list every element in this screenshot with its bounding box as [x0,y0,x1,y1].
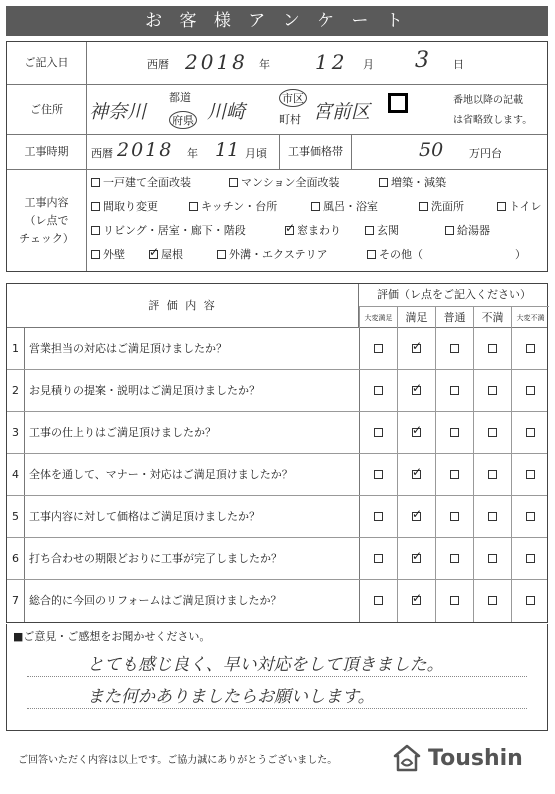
rating-cell [435,454,473,495]
checkbox[interactable] [497,202,506,211]
rating-checkbox[interactable] [526,470,535,479]
ratings-header [7,284,547,328]
checkbox[interactable] [445,226,454,235]
address-todo: 都道 [169,91,191,104]
rating-column-header: 不満 [473,306,511,328]
rating-checkbox[interactable] [374,554,383,563]
work-item-label: 玄関 [377,224,399,237]
checkbox[interactable] [229,178,238,187]
question-row [7,496,547,538]
date-month-unit: 月 [363,58,374,71]
period-year: 2018 [117,139,174,161]
rating-checkbox[interactable] [412,386,421,395]
question-number: 5 [7,496,25,537]
work-item[interactable] [367,246,423,262]
period-month-unit: 月頃 [245,147,267,160]
work-item[interactable] [285,222,341,238]
work-item-label: ） [515,248,526,261]
date-year: 2018 [185,50,248,74]
work-item[interactable] [311,198,378,214]
rating-checkbox[interactable] [374,470,383,479]
checkbox[interactable] [149,250,158,259]
work-item-label: 増築・減築 [391,176,446,189]
rating-checkbox[interactable] [412,596,421,605]
rating-cell [473,370,511,411]
question-row [7,580,547,622]
ratings-table [6,283,548,623]
rating-checkbox[interactable] [488,554,497,563]
rating-cell [397,538,435,579]
rating-cell [359,496,397,537]
toushin-logo [392,743,523,773]
rating-checkbox[interactable] [374,428,383,437]
rating-cell [359,580,397,622]
work-item[interactable] [217,246,328,262]
rating-checkbox[interactable] [450,512,459,521]
checkbox[interactable] [367,250,376,259]
checkbox[interactable] [91,250,100,259]
rating-checkbox[interactable] [488,470,497,479]
checkbox[interactable] [217,250,226,259]
address-note-2: は省略致します。 [453,115,533,126]
rating-column-header: 大変満足 [359,306,397,328]
address-label: ご住所 [7,85,87,134]
rating-checkbox[interactable] [488,428,497,437]
rating-checkbox[interactable] [526,344,535,353]
work-item[interactable] [445,222,490,238]
checkbox[interactable] [91,226,100,235]
work-item[interactable] [91,174,191,190]
question-text: 営業担当の対応はご満足頂けましたか？ [29,342,227,355]
rating-checkbox[interactable] [374,386,383,395]
question-row [7,454,547,496]
rating-checkbox[interactable] [526,596,535,605]
period-era: 西暦 [91,147,113,160]
address-town: 宮前区 [313,101,371,123]
work-item-label: その他（ [379,248,423,261]
rating-cell [511,580,549,622]
redaction-box [388,93,408,113]
work-item-label: 屋根 [161,248,183,261]
question-text: 打ち合わせの期限どおりに工事が完了しましたか？ [29,552,282,565]
question-number: 1 [7,328,25,369]
work-item-label: 給湯器 [457,224,490,237]
period-year-unit: 年 [187,147,198,160]
rating-checkbox[interactable] [412,428,421,437]
work-item-label: 間取り変更 [103,200,158,213]
question-row [7,328,547,370]
work-label-1: 工事内容 [24,195,69,209]
rating-checkbox[interactable] [488,512,497,521]
rating-cell [473,454,511,495]
rating-checkbox[interactable] [488,596,497,605]
survey-title: お 客 様 ア ン ケ ー ト [6,6,548,36]
price-value: 50 [419,139,444,161]
address-row [7,85,547,135]
work-item[interactable] [515,246,526,262]
question-text: 全体を通して、マナー・対応はご満足頂けましたか？ [29,468,293,481]
work-item[interactable] [91,222,246,238]
question-number: 3 [7,412,25,453]
work-label [7,170,87,271]
rating-checkbox[interactable] [450,386,459,395]
rating-checkbox[interactable] [526,428,535,437]
rating-checkbox[interactable] [412,470,421,479]
work-item[interactable] [419,198,464,214]
date-label: ご記入日 [7,42,87,84]
date-day-unit: 日 [453,58,464,71]
rating-checkbox[interactable] [412,554,421,563]
work-item-label: トイレ [509,200,542,213]
rating-cell [473,538,511,579]
work-item[interactable] [379,174,446,190]
work-item-label: 一戸建て全面改装 [103,176,191,189]
comment-line-2: また何かありましたらお願いします。 [87,687,375,707]
rating-cell [397,370,435,411]
rating-cell [511,412,549,453]
checkbox[interactable] [365,226,374,235]
period-label: 工事時期 [7,135,87,169]
rating-checkbox[interactable] [450,554,459,563]
date-row [7,42,547,85]
rating-checkbox[interactable] [450,428,459,437]
address-fuken: 府県 [169,111,197,129]
address-shiku: 市区 [279,89,307,107]
work-item[interactable] [497,198,541,214]
ratings-eval-header: 評価（レ点をご記入ください） [377,288,531,301]
price-label: 工事価格帯 [279,135,352,169]
rating-checkbox[interactable] [488,386,497,395]
address-chouson: 町村 [279,113,301,126]
work-item-label: 窓まわり [297,224,341,237]
date-era: 西暦 [147,58,169,71]
rating-checkbox[interactable] [488,344,497,353]
checkbox[interactable] [91,178,100,187]
date-month: 12 [315,50,349,74]
work-item[interactable] [91,246,125,262]
rating-checkbox[interactable] [526,386,535,395]
comment-rule-1 [27,676,527,677]
checkbox[interactable] [311,202,320,211]
rating-checkbox[interactable] [450,596,459,605]
rating-cell [359,412,397,453]
rating-cell [473,412,511,453]
work-row [7,170,547,271]
rating-cell [359,538,397,579]
rating-cell [435,412,473,453]
comments-label: ■ご意見・ご感想をお聞かせください。 [13,630,211,643]
rating-cell [511,454,549,495]
question-text: 総合的に今回のリフォームはご満足頂けましたか？ [29,594,282,607]
rating-checkbox[interactable] [526,554,535,563]
work-item[interactable] [189,198,277,214]
address-note-1: 番地以降の記載 [453,95,523,106]
checkbox[interactable] [285,226,294,235]
rating-checkbox[interactable] [374,344,383,353]
rating-cell [397,580,435,622]
question-row [7,412,547,454]
question-number: 4 [7,454,25,495]
rating-checkbox[interactable] [412,344,421,353]
rating-checkbox[interactable] [374,512,383,521]
house-logo-icon [392,743,422,773]
rating-cell [511,370,549,411]
checkbox[interactable] [91,202,100,211]
work-item-label: 外溝・エクステリア [229,248,328,261]
rating-checkbox[interactable] [450,344,459,353]
question-number: 2 [7,370,25,411]
question-text: 工事内容に対して価格はご満足頂けましたか？ [29,510,260,523]
rating-cell [473,580,511,622]
checkbox[interactable] [379,178,388,187]
rating-checkbox[interactable] [526,512,535,521]
rating-cell [435,580,473,622]
comment-rule-2 [27,708,527,709]
work-item[interactable] [229,174,340,190]
work-item[interactable] [91,198,158,214]
rating-column-header: 大変不満 [511,306,549,328]
work-item[interactable] [365,222,399,238]
work-item-label: 外壁 [103,248,125,261]
work-label-2: （レ点で [24,213,69,227]
rating-cell [397,412,435,453]
work-item-label: 洗面所 [431,200,464,213]
rating-cell [359,454,397,495]
work-item-label: キッチン・台所 [201,200,278,213]
question-number: 7 [7,580,25,622]
date-day: 3 [415,48,429,73]
checkbox[interactable] [419,202,428,211]
rating-checkbox[interactable] [412,512,421,521]
period-row [7,135,547,170]
rating-cell [397,328,435,369]
logo-text: Toushin [428,745,523,771]
question-row [7,370,547,412]
customer-info-section [6,41,548,272]
date-year-unit: 年 [259,58,270,71]
question-text: 工事の仕上りはご満足頂けましたか？ [29,426,216,439]
work-item[interactable] [149,246,183,262]
address-prefecture: 神奈川 [89,101,147,123]
checkbox[interactable] [189,202,198,211]
rating-cell [435,370,473,411]
rating-cell [435,328,473,369]
comment-line-1: とても感じ良く、早い対応をして頂きました。 [87,655,444,675]
rating-column-header: 普通 [435,306,473,328]
rating-cell [511,538,549,579]
question-row [7,538,547,580]
rating-cell [359,370,397,411]
work-label-3: チェック） [19,231,74,245]
rating-cell [435,538,473,579]
rating-checkbox[interactable] [450,470,459,479]
rating-cell [511,328,549,369]
question-text: お見積りの提案・説明はご満足頂けましたか？ [29,384,260,397]
rating-cell [511,496,549,537]
rating-cell [359,328,397,369]
rating-cell [397,454,435,495]
rating-cell [435,496,473,537]
work-item-label: マンション全面改装 [241,176,340,189]
work-item-label: リビング・居室・廊下・階段 [103,224,246,237]
footer-text: ご回答いただく内容は以上です。ご協力誠にありがとうございました。 [18,755,338,766]
price-unit: 万円台 [469,147,502,160]
rating-cell [473,328,511,369]
rating-checkbox[interactable] [374,596,383,605]
period-month: 11 [215,139,240,161]
rating-column-header: 満足 [397,306,435,328]
address-city: 川崎 [207,101,246,123]
work-item-label: 風呂・浴室 [323,200,378,213]
ratings-item-header: 評 価 内 容 [7,284,359,328]
rating-cell [473,496,511,537]
rating-cell [397,496,435,537]
comments-section [6,624,548,731]
question-number: 6 [7,538,25,579]
